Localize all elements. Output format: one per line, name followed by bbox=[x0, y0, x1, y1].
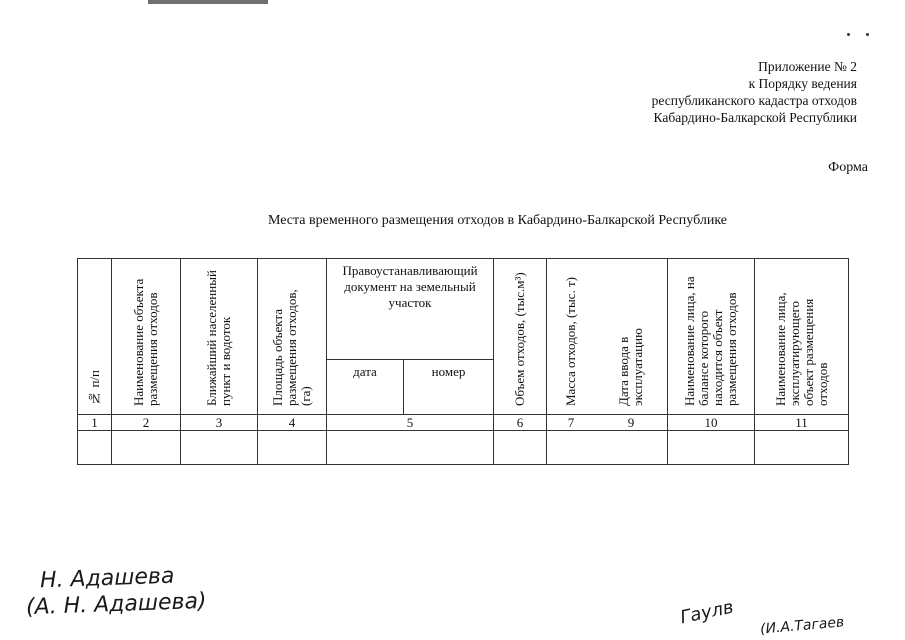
signature-right: Гаулв bbox=[678, 596, 736, 629]
column-number: 4 bbox=[258, 415, 327, 431]
header-text: Ближайший населенный пункт и водоток bbox=[204, 270, 233, 406]
header-text: Наименование лица, на балансе которого находится объект размещения отходов bbox=[682, 276, 739, 406]
empty-cell bbox=[258, 431, 327, 465]
header-sub-number: номер bbox=[404, 360, 494, 415]
empty-cell bbox=[547, 431, 596, 465]
header-text: Наименование лица, эксплуатирующего объект размещения отходов bbox=[772, 292, 830, 406]
empty-data-row bbox=[78, 431, 849, 465]
header-col-4 bbox=[258, 259, 327, 415]
column-number: 5 bbox=[327, 415, 494, 431]
header-col-2 bbox=[112, 259, 181, 415]
header-text: № п/п bbox=[86, 370, 102, 406]
header-text: Правоустанавливающий документ на земельный участок bbox=[342, 263, 478, 310]
annex-block bbox=[652, 58, 857, 126]
empty-cell bbox=[78, 431, 112, 465]
column-number: 3 bbox=[181, 415, 258, 431]
header-col-3 bbox=[181, 259, 258, 415]
header-col-1 bbox=[78, 259, 112, 415]
empty-cell bbox=[755, 431, 849, 465]
header-text: Масса отходов, (тыс. т) bbox=[563, 277, 578, 406]
annex-line-1: Приложение № 2 bbox=[758, 59, 857, 74]
annex-line-2: к Порядку ведения bbox=[748, 76, 857, 91]
header-col-8 bbox=[595, 259, 668, 415]
scan-dot bbox=[866, 33, 869, 36]
form-label: Форма bbox=[828, 160, 868, 175]
column-number: 9 bbox=[595, 415, 668, 431]
document-title: Места временного размещения отходов в Кабардино-Балкарской Республике bbox=[267, 213, 728, 228]
column-number: 11 bbox=[755, 415, 849, 431]
column-number: 7 bbox=[547, 415, 596, 431]
header-col-9 bbox=[668, 259, 755, 415]
header-col-7 bbox=[547, 259, 596, 415]
header-col-6 bbox=[494, 259, 547, 415]
header-text: Наименование объекта размещения отходов bbox=[131, 278, 160, 406]
empty-cell bbox=[327, 431, 494, 465]
annex-line-4: Кабардино-Балкарской Республики bbox=[653, 110, 857, 125]
signature-left-fullname: (А. Н. Адашева) bbox=[25, 588, 207, 621]
empty-cell bbox=[181, 431, 258, 465]
header-sub-date: дата bbox=[327, 360, 404, 415]
column-number: 1 bbox=[78, 415, 112, 431]
header-text: Объем отходов, (тыс.м³) bbox=[512, 272, 527, 406]
stamp-mark bbox=[148, 0, 268, 4]
column-number: 6 bbox=[494, 415, 547, 431]
column-number: 2 bbox=[112, 415, 181, 431]
column-number-row bbox=[78, 415, 849, 431]
signature-left-name: Н. Адашева bbox=[39, 563, 175, 594]
header-col-5 bbox=[327, 259, 494, 360]
empty-cell bbox=[112, 431, 181, 465]
header-text: Дата ввода в эксплуатацию bbox=[616, 328, 645, 406]
annex-line-3: республиканского кадастра отходов bbox=[651, 93, 857, 108]
empty-cell bbox=[494, 431, 547, 465]
header-col-10 bbox=[755, 259, 849, 415]
empty-cell bbox=[668, 431, 755, 465]
empty-cell bbox=[595, 431, 668, 465]
register-table bbox=[77, 258, 849, 465]
header-text: Площадь объекта размещения отходов, (га) bbox=[270, 289, 313, 406]
column-number: 10 bbox=[668, 415, 755, 431]
signature-right-name: (И.А.Тагаев bbox=[759, 614, 845, 638]
scan-dot bbox=[847, 33, 850, 36]
